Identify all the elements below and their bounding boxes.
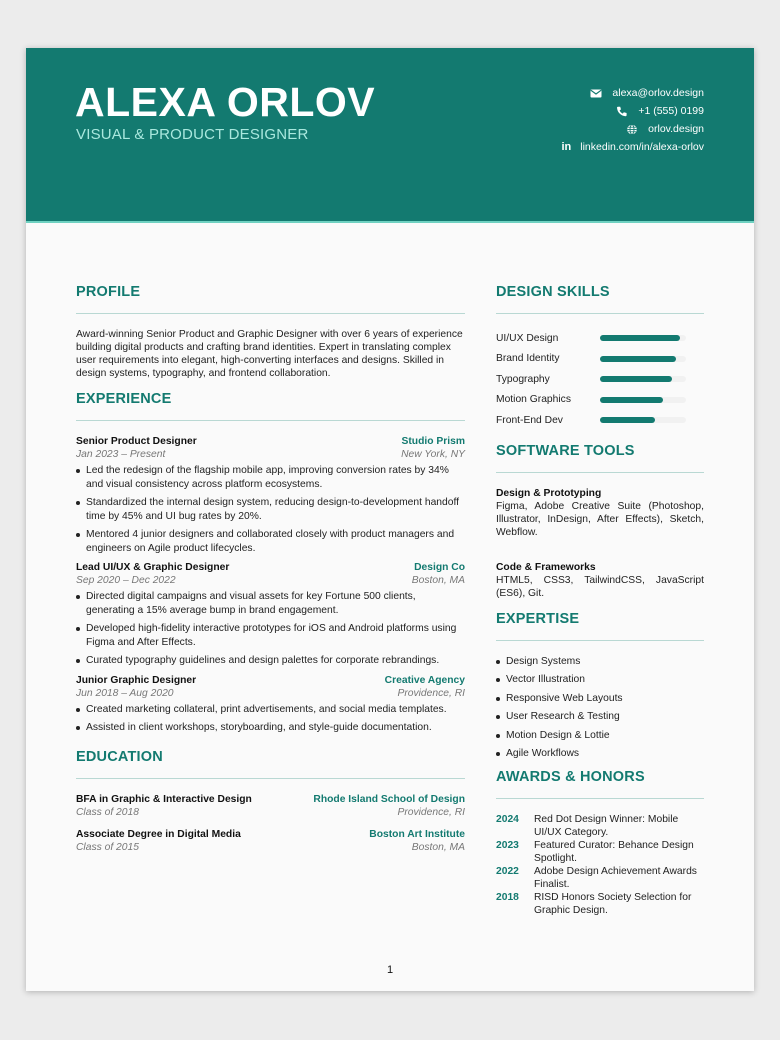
skill-bar-track [600, 397, 686, 403]
skill-bar-fill [600, 335, 680, 341]
education-date: Class of 2015 [76, 841, 139, 853]
skill-bar-track [600, 376, 686, 382]
software-group-text: Figma, Adobe Creative Suite (Photoshop, Illustrator, InDesign, After Effects), Sketch, Webflow. [496, 500, 704, 538]
skill-row [496, 390, 704, 411]
software-group-title: Code & Frameworks [496, 561, 596, 573]
award-text: Red Dot Design Winner: Mobile UI/UX Category. [534, 814, 679, 839]
skill-row [496, 349, 704, 370]
award-text: RISD Honors Society Selection for Graphic Design. [534, 892, 692, 917]
job-dates: Sep 2020 – Dec 2022 [76, 575, 176, 586]
contact-linkedin[interactable] [384, 138, 704, 156]
left-column [76, 284, 465, 863]
education-degree: Associate Degree in Digital Media [76, 828, 241, 840]
experience-heading: EXPERIENCE [76, 391, 465, 421]
contact-website-text: orlov.design [648, 123, 704, 135]
job-bullet: Curated typography guidelines and design palettes for corporate rebrandings. [86, 654, 465, 668]
page-number: 1 [386, 964, 394, 976]
award-text: Featured Curator: Behance Design Spotlight. [534, 840, 694, 865]
job-role: Junior Graphic Designer [76, 674, 197, 686]
phone-icon [616, 106, 630, 117]
award-item [496, 865, 704, 891]
profile-text: Award-winning Senior Product and Graphic Designer with over 6 years of experience building digital products and crafting brand identities. Expert in translating complex user requirements into elegant, high-converting interfaces and designs. Skilled in design systems, typography, and frontend collaboration. [76, 329, 463, 379]
skill-bar-fill [600, 397, 663, 403]
candidate-title: VISUAL & PRODUCT DESIGNER [76, 126, 309, 143]
skill-bar-fill [600, 356, 676, 362]
job-bullets [76, 590, 465, 668]
contact-block [384, 84, 704, 156]
skill-name: Motion Graphics [496, 394, 571, 406]
resume-page [26, 48, 754, 991]
job-bullet: Assisted in client workshops, storyboarding, and style-guide documentation. [86, 721, 465, 735]
envelope-icon [590, 88, 604, 99]
expertise-item: User Research & Testing [496, 710, 704, 729]
expertise-item: Agile Workflows [496, 747, 704, 766]
job-bullet: Developed high-fidelity interactive prototypes for iOS and Android platforms using Figma and After Effects. [86, 622, 465, 649]
job-company: Studio Prism [401, 436, 465, 447]
contact-email[interactable] [384, 84, 704, 102]
expertise-item: Vector Illustration [496, 673, 704, 692]
education-degree: BFA in Graphic & Interactive Design [76, 793, 252, 805]
skill-bar-fill [600, 376, 672, 382]
award-year: 2022 [496, 866, 519, 878]
job-bullets [76, 703, 465, 735]
award-year: 2023 [496, 840, 519, 852]
skill-name: Front-End Dev [496, 414, 563, 426]
job-location: Boston, MA [411, 575, 465, 586]
award-year: 2024 [496, 814, 519, 826]
candidate-name: ALEXA ORLOV [75, 79, 376, 125]
skill-row [496, 410, 704, 431]
skill-name: Brand Identity [496, 353, 560, 365]
software-group-text: HTML5, CSS3, TailwindCSS, JavaScript (ES6), Git. [496, 574, 704, 599]
linkedin-icon: in [561, 141, 572, 153]
education-entry [76, 828, 465, 854]
awards-list [496, 813, 704, 917]
award-item [496, 813, 704, 839]
education-entry [76, 793, 465, 819]
education-school: Boston Art Institute [369, 828, 465, 840]
skills-heading: DESIGN SKILLS [496, 284, 704, 314]
job-entry [76, 435, 465, 555]
expertise-item: Motion Design & Lottie [496, 729, 704, 748]
skill-row [496, 328, 704, 349]
expertise-list [496, 655, 704, 767]
job-location: New York, NY [401, 449, 465, 460]
job-bullet: Led the redesign of the flagship mobile app, improving conversion rates by 34% and visual consistency across platform ecosystems. [86, 464, 465, 491]
expertise-heading: EXPERTISE [496, 611, 704, 641]
job-dates: Jan 2023 – Present [76, 449, 166, 460]
contact-linkedin-text: linkedin.com/in/alexa-orlov [580, 141, 704, 153]
contact-phone[interactable] [384, 102, 704, 120]
skill-bar-track [600, 356, 686, 362]
skill-row [496, 369, 704, 390]
education-heading: EDUCATION [76, 749, 465, 779]
expertise-item: Design Systems [496, 655, 704, 674]
contact-phone-text: +1 (555) 0199 [638, 105, 704, 117]
skill-name: Typography [496, 373, 550, 385]
contact-website[interactable] [384, 120, 704, 138]
job-role: Senior Product Designer [76, 436, 197, 447]
education-date: Class of 2018 [76, 806, 139, 818]
software-group-title: Design & Prototyping [496, 487, 602, 499]
awards-heading: AWARDS & HONORS [496, 769, 704, 799]
software-heading: SOFTWARE TOOLS [496, 443, 704, 473]
resume-header [26, 48, 754, 223]
skill-bar-fill [600, 417, 655, 423]
job-location: Providence, RI [397, 687, 465, 699]
skill-bar-track [600, 417, 686, 423]
profile-heading: PROFILE [76, 284, 465, 314]
job-bullets [76, 464, 465, 555]
job-company: Creative Agency [384, 674, 465, 686]
job-bullet: Mentored 4 junior designers and collaborated closely with product managers and engineers on Agile product lifecycles. [86, 528, 465, 555]
contact-email-text: alexa@orlov.design [612, 87, 704, 99]
right-column [496, 284, 704, 917]
job-bullet: Directed digital campaigns and visual assets for key Fortune 500 clients, generating a 15% average bump in brand engagement. [86, 590, 465, 617]
award-year: 2018 [496, 892, 519, 904]
expertise-item: Responsive Web Layouts [496, 692, 704, 711]
education-location: Boston, MA [411, 841, 465, 853]
software-group [496, 561, 704, 600]
globe-icon [626, 124, 640, 135]
job-dates: Jun 2018 – Aug 2020 [76, 687, 174, 699]
job-entry [76, 561, 465, 668]
award-text: Adobe Design Achievement Awards Finalist. [534, 866, 697, 891]
skill-name: UI/UX Design [496, 332, 559, 344]
job-bullet: Standardized the internal design system, reducing design-to-development handoff time by 45% and UI bug rates by 20%. [86, 496, 465, 523]
job-role: Lead UI/UX & Graphic Designer [76, 562, 230, 573]
education-location: Providence, RI [397, 806, 465, 818]
education-school: Rhode Island School of Design [313, 793, 465, 805]
skill-bar-track [600, 335, 686, 341]
job-entry [76, 674, 465, 735]
job-company: Design Co [414, 562, 465, 573]
skills-list [496, 328, 704, 431]
job-bullet: Created marketing collateral, print advertisements, and social media templates. [86, 703, 465, 717]
award-item [496, 839, 704, 865]
software-group [496, 487, 704, 539]
award-item [496, 891, 704, 917]
